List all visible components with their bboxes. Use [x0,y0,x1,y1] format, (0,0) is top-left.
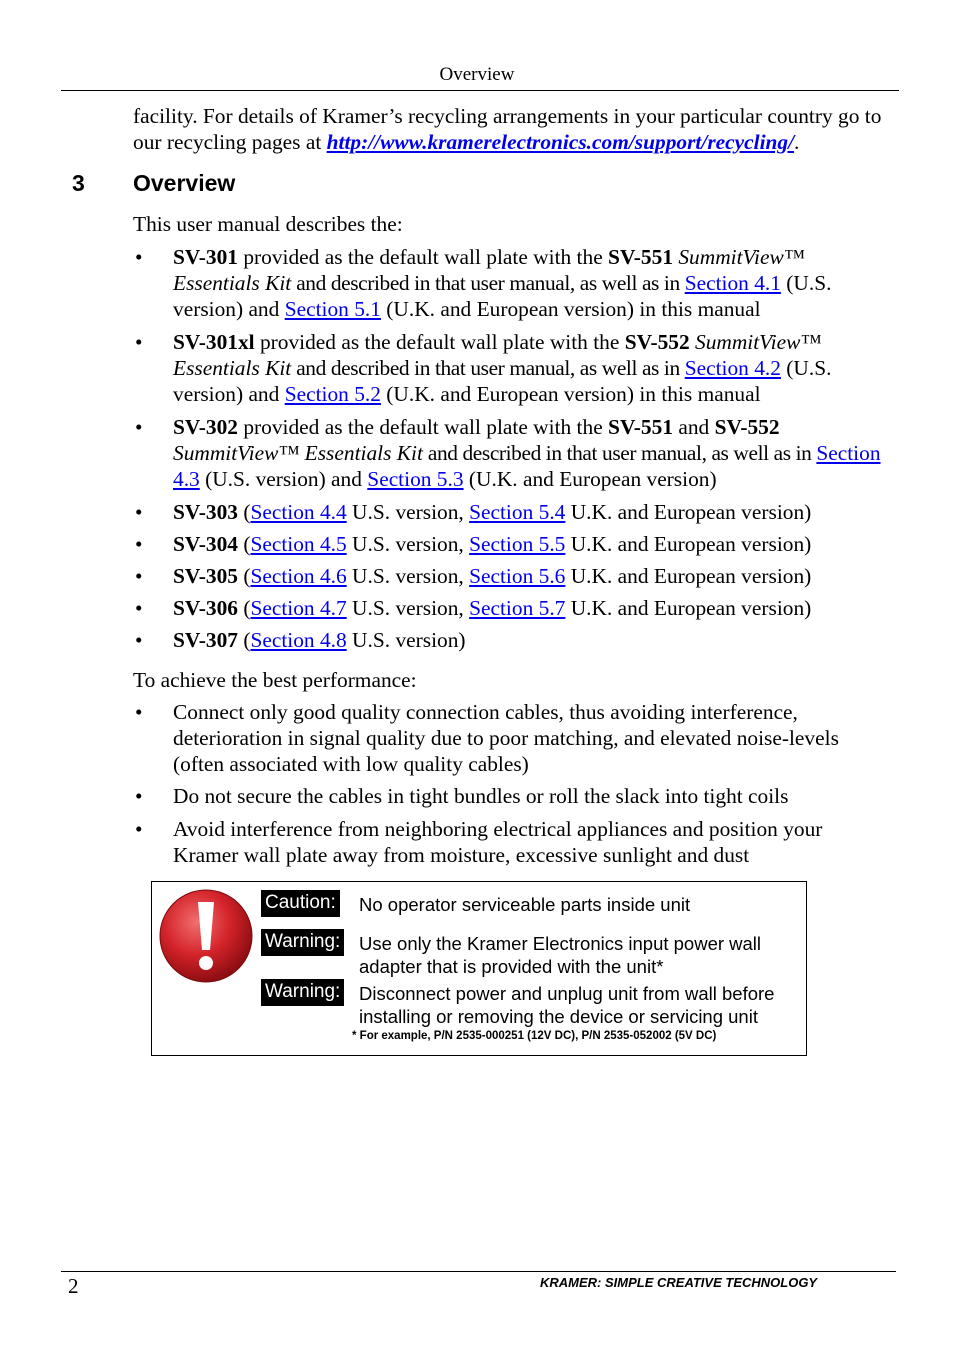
bullet-icon: • [135,245,143,269]
recycling-link[interactable]: http://www.kramerelectronics.com/support/recycling/ [326,130,795,154]
section-link[interactable]: Section 5.1 [284,297,381,321]
section-title: Overview [133,170,236,196]
intro-paragraph: facility. For details of Kramer’s recycling arrangements in your particular country go to our recycling pages at http://www.kramerelectronics.com/support/recycling/. [133,104,882,154]
bullet-icon: • [135,596,143,620]
product-list [133,244,893,653]
list-item: • SV-307 (Section 4.8 U.S. version) [135,628,466,652]
caution-label: Caution: [261,890,340,917]
safety-warning-box [151,881,807,1056]
exclamation-warning-icon [158,888,254,984]
footer-tagline: KRAMER: SIMPLE CREATIVE TECHNOLOGY [540,1275,818,1290]
list-item: • SV-301 provided as the default wall plate with the SV-551 SummitView™ Essentials Kit and described in that user manual, as well as in Section 4.1 (U.S. version) and Section 5.1 (U.K. and European version) in this manual [135,245,832,321]
section-link[interactable]: Section 5.4 [469,500,566,524]
section-link[interactable]: Section 5.7 [469,596,566,620]
warning-text: Disconnect power and unplug unit from wall before installing or removing the device or servicing unit [359,983,775,1027]
footnote: * For example, P/N 2535-000251 (12V DC), P/N 2535-052002 (5V DC) [352,1030,717,1042]
section-link[interactable]: Section 5.5 [469,532,566,556]
section-link[interactable]: Section 5.3 [367,467,464,491]
section-link[interactable]: Section 4.5 [250,532,347,556]
warning-label: Warning: [261,979,344,1006]
list-item: • SV-301xl provided as the default wall plate with the SV-552 SummitView™ Essentials Kit and described in that user manual, as well as in Section 4.2 (U.S. version) and Section 5.2 (U.K. and European version) in this manual [135,330,832,406]
section-link[interactable]: Section 4.3 [173,441,881,491]
section-link[interactable]: Section 4.7 [250,596,347,620]
warning-text: Use only the Kramer Electronics input power wall adapter that is provided with the unit* [359,933,762,977]
tips-list [133,699,893,868]
lead-text: This user manual describes the: [133,212,403,236]
lead2-text: To achieve the best performance: [133,668,417,692]
bullet-icon: • [135,564,143,588]
warning-label: Warning: [261,929,344,956]
caution-text: No operator serviceable parts inside unit [359,894,691,915]
section-link[interactable]: Section 4.2 [684,356,781,380]
list-item: • SV-304 (Section 4.5 U.S. version, Section 5.5 U.K. and European version) [135,532,812,556]
section-link[interactable]: Section 5.2 [284,382,381,406]
bullet-icon: • [135,700,143,724]
section-link[interactable]: Section 5.6 [469,564,566,588]
bullet-icon: • [135,532,143,556]
bullet-icon: • [135,415,143,439]
running-header: Overview [439,64,515,85]
bullet-icon: • [135,330,143,354]
bullet-icon: • [135,500,143,524]
section-link[interactable]: Section 4.4 [250,500,347,524]
list-item: • Connect only good quality connection cables, thus avoiding interference, deterioration in signal quality due to poor matching, and elevated noise-levels (often associated with low quality cables) [135,700,839,776]
section-link[interactable]: Section 4.8 [250,628,347,652]
list-item: • Avoid interference from neighboring electrical appliances and position your Kramer wall plate away from moisture, excessive sunlight and dust [135,817,823,867]
header-rule [61,90,899,91]
section-link[interactable]: Section 4.6 [250,564,347,588]
footer-rule [61,1271,896,1272]
section-link[interactable]: Section 4.1 [684,271,781,295]
bullet-icon: • [135,817,143,841]
list-item: • Do not secure the cables in tight bundles or roll the slack into tight coils [135,784,789,808]
list-item: • SV-302 provided as the default wall plate with the SV-551 and SV-552 SummitView™ Essentials Kit and described in that user manual, as well as in Section 4.3 (U.S. version) and Section 5.3 (U.K. and European version) [135,415,881,491]
bullet-icon: • [135,784,143,808]
list-item: • SV-305 (Section 4.6 U.S. version, Section 5.6 U.K. and European version) [135,564,812,588]
bullet-icon: • [135,628,143,652]
list-item: • SV-303 (Section 4.4 U.S. version, Section 5.4 U.K. and European version) [135,500,812,524]
section-number: 3 [72,170,85,196]
list-item: • SV-306 (Section 4.7 U.S. version, Section 5.7 U.K. and European version) [135,596,812,620]
page-number: 2 [68,1274,79,1298]
